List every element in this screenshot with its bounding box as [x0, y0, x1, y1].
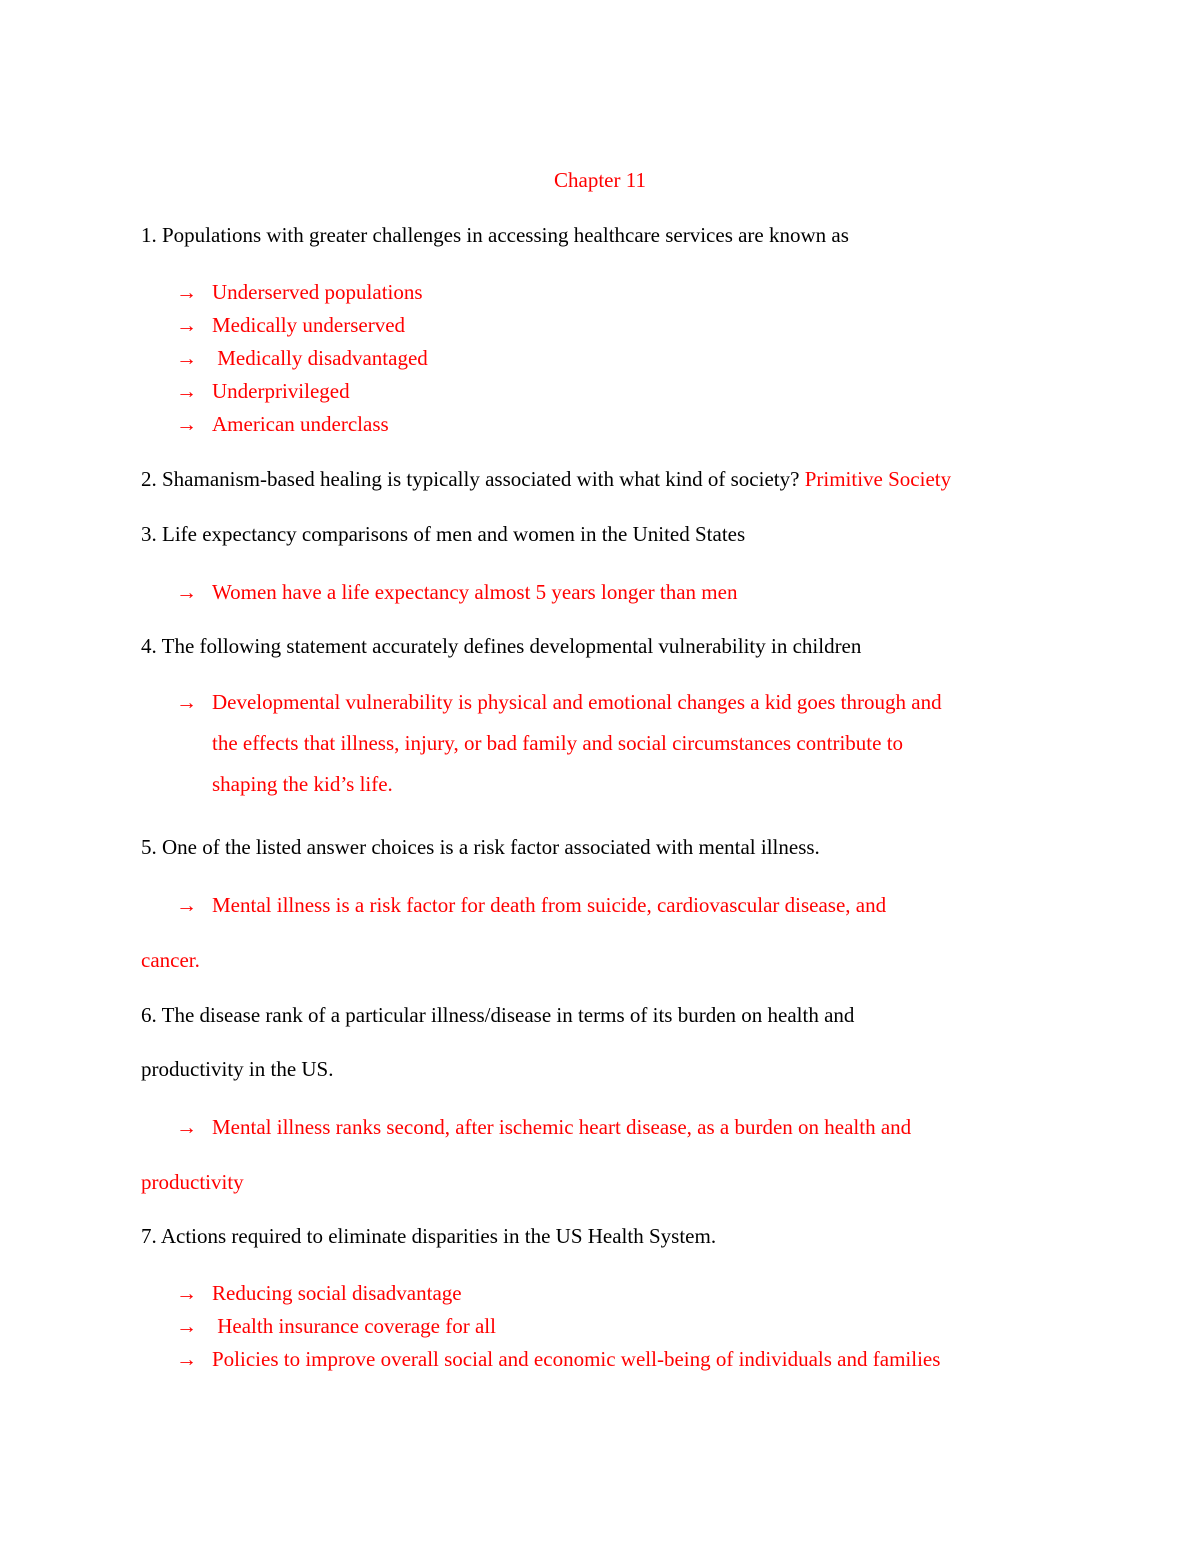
- question-5: 5. One of the listed answer choices is a risk factor associated with mental illness.: [141, 835, 820, 859]
- arrow-icon: →: [176, 313, 197, 337]
- answer-item: → Reducing social disadvantage: [176, 1281, 462, 1305]
- arrow-icon: →: [176, 580, 197, 604]
- answer-item: → Health insurance coverage for all: [176, 1314, 496, 1338]
- chapter-title: Chapter 11: [554, 168, 646, 192]
- question-continuation: productivity in the US.: [141, 1057, 334, 1081]
- arrow-icon: →: [176, 379, 197, 403]
- answer-continuation: productivity: [141, 1170, 244, 1194]
- arrow-icon: →: [176, 346, 197, 370]
- question-7: 7. Actions required to eliminate disparities in the US Health System.: [141, 1224, 717, 1248]
- answer-continuation: shaping the kid’s life.: [212, 772, 393, 796]
- answer-item: → Policies to improve overall social and economic well-being of individuals and families: [176, 1347, 941, 1371]
- question-6: 6. The disease rank of a particular illness/disease in terms of its burden on health and: [141, 1003, 855, 1027]
- arrow-icon: →: [176, 893, 197, 917]
- arrow-icon: →: [176, 690, 197, 714]
- arrow-icon: →: [176, 1314, 197, 1338]
- arrow-icon: →: [176, 412, 197, 436]
- answer-item: → Medically underserved: [176, 313, 406, 337]
- arrow-icon: →: [176, 1115, 197, 1139]
- answer-continuation: the effects that illness, injury, or bad family and social circumstances contribute to: [212, 731, 904, 755]
- arrow-icon: →: [176, 1281, 197, 1305]
- answer-item: → Women have a life expectancy almost 5 years longer than men: [176, 580, 738, 604]
- answer-item: → Mental illness is a risk factor for death from suicide, cardiovascular disease, and: [176, 893, 887, 917]
- question-4: 4. The following statement accurately defines developmental vulnerability in children: [141, 634, 862, 658]
- answer-item: → American underclass: [176, 412, 389, 436]
- answer-item: → Mental illness ranks second, after ischemic heart disease, as a burden on health and: [176, 1115, 912, 1139]
- answer-item: → Underserved populations: [176, 280, 423, 304]
- question-2: 2. Shamanism-based healing is typically associated with what kind of society? Primitive Society: [141, 467, 952, 491]
- answer-inline: Primitive Society: [804, 467, 952, 491]
- answer-item: → Developmental vulnerability is physical and emotional changes a kid goes through and: [176, 690, 942, 714]
- arrow-icon: →: [176, 1347, 197, 1371]
- question-1: 1. Populations with greater challenges in accessing healthcare services are known as: [141, 223, 849, 247]
- answer-continuation: cancer.: [141, 948, 200, 972]
- question-3: 3. Life expectancy comparisons of men and women in the United States: [141, 522, 746, 546]
- answer-item: → Underprivileged: [176, 379, 350, 403]
- arrow-icon: →: [176, 280, 197, 304]
- answer-item: → Medically disadvantaged: [176, 346, 428, 370]
